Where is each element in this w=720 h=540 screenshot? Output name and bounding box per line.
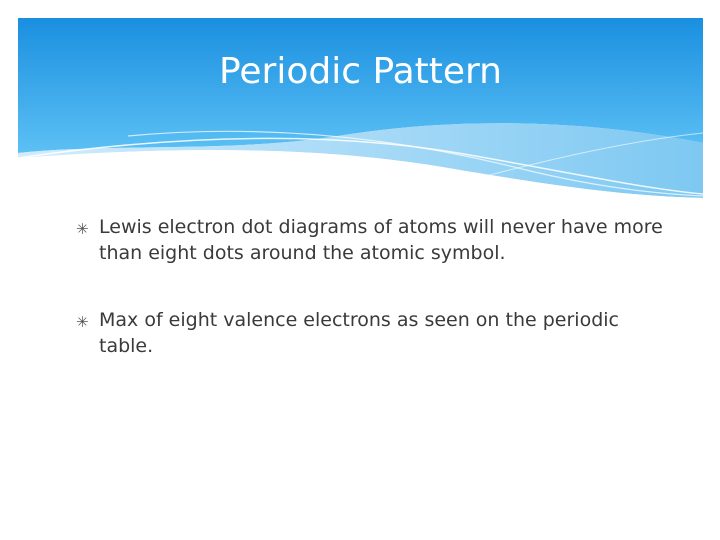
bullet-list	[76, 214, 676, 400]
bullet-item	[76, 307, 676, 359]
title-header-panel	[18, 18, 703, 208]
slide-title: Periodic Pattern	[218, 51, 502, 92]
bullet-text: Max of eight valence electrons as seen on the periodic table.	[99, 309, 619, 357]
header-wave-graphic	[18, 18, 703, 208]
bullet-item	[76, 214, 676, 266]
asterisk-bullet-icon: ✳	[76, 220, 89, 238]
bullet-text: Lewis electron dot diagrams of atoms will never have more than eight dots around the atomic symbol.	[99, 216, 663, 264]
asterisk-bullet-icon: ✳	[76, 313, 89, 331]
